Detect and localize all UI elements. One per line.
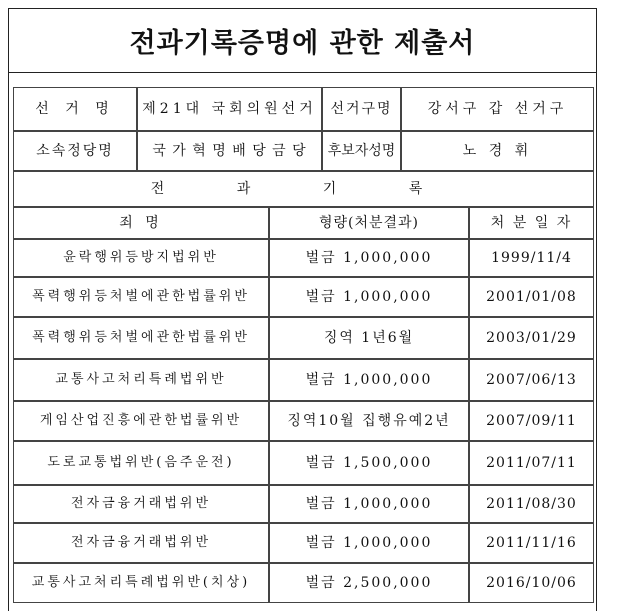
criminal-record-form bbox=[8, 8, 597, 611]
district-label: 선거구명 bbox=[322, 87, 401, 131]
record-date: 2011/11/16 bbox=[469, 523, 594, 563]
candidate-label: 후보자성명 bbox=[322, 131, 401, 171]
party-label: 소속정당명 bbox=[13, 131, 137, 171]
record-date: 2001/01/08 bbox=[469, 277, 594, 317]
record-penalty: 벌금 2,500,000 bbox=[269, 563, 469, 603]
record-penalty: 벌금 1,500,000 bbox=[269, 441, 469, 485]
record-penalty: 벌금 1,000,000 bbox=[269, 523, 469, 563]
record-penalty: 징역 1년6월 bbox=[269, 317, 469, 359]
record-date: 2003/01/29 bbox=[469, 317, 594, 359]
record-penalty: 벌금 1,000,000 bbox=[269, 277, 469, 317]
record-crime: 전자금융거래법위반 bbox=[13, 523, 269, 563]
record-crime: 교통사고처리특례법위반 bbox=[13, 359, 269, 401]
header-date: 처 분 일 자 bbox=[469, 207, 594, 239]
record-penalty: 징역10월 집행유예2년 bbox=[269, 401, 469, 441]
record-crime: 교통사고처리특례법위반(치상) bbox=[13, 563, 269, 603]
record-date: 2016/10/06 bbox=[469, 563, 594, 603]
record-crime: 도로교통법위반(음주운전) bbox=[13, 441, 269, 485]
election-name-label: 선 거 명 bbox=[13, 87, 137, 131]
record-crime: 게임산업진흥에관한법률위반 bbox=[13, 401, 269, 441]
record-date: 1999/11/4 bbox=[469, 239, 594, 277]
record-crime: 윤락행위등방지법위반 bbox=[13, 239, 269, 277]
party-value: 국 가 혁 명 배 당 금 당 bbox=[137, 131, 322, 171]
header-penalty: 형량(처분결과) bbox=[269, 207, 469, 239]
record-crime: 폭력행위등처벌에관한법률위반 bbox=[13, 317, 269, 359]
record-penalty: 벌금 1,000,000 bbox=[269, 359, 469, 401]
election-name-value: 제21대 국회의원선거 bbox=[137, 87, 322, 131]
candidate-value: 노 경 휘 bbox=[401, 131, 594, 171]
header-crime: 죄 명 bbox=[13, 207, 269, 239]
record-crime: 전자금융거래법위반 bbox=[13, 485, 269, 523]
record-date: 2007/09/11 bbox=[469, 401, 594, 441]
record-date: 2011/08/30 bbox=[469, 485, 594, 523]
record-penalty: 벌금 1,000,000 bbox=[269, 239, 469, 277]
record-date: 2007/06/13 bbox=[469, 359, 594, 401]
record-section-title: 전 과 기 록 bbox=[13, 171, 594, 207]
district-value: 강서구 갑 선거구 bbox=[401, 87, 594, 131]
record-date: 2011/07/11 bbox=[469, 441, 594, 485]
document-title: 전과기록증명에 관한 제출서 bbox=[9, 9, 596, 73]
record-penalty: 벌금 1,000,000 bbox=[269, 485, 469, 523]
record-crime: 폭력행위등처벌에관한법률위반 bbox=[13, 277, 269, 317]
